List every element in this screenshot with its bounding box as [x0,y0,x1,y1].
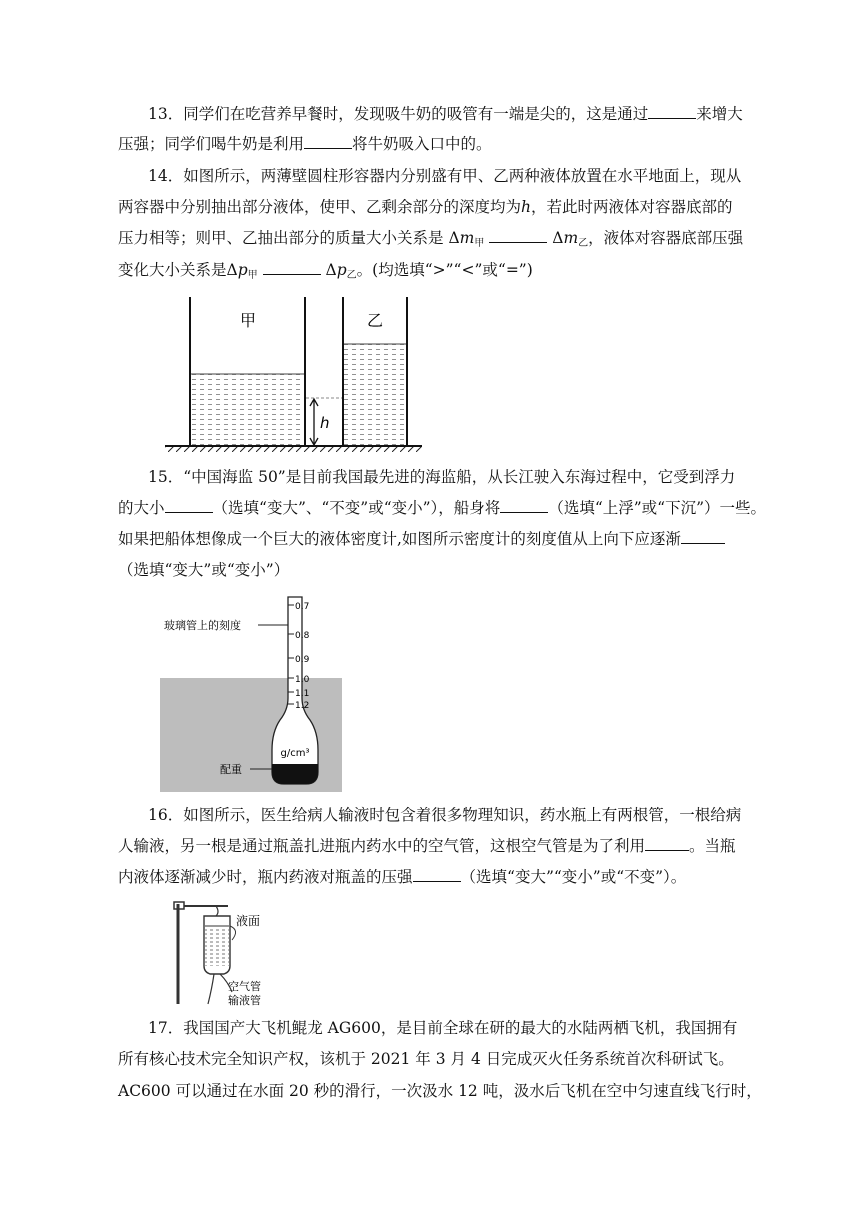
q17-line-2: 所有核心技术完全知识产权，该机于 2021 年 3 月 4 日完成灭火任务系统首次科研试飞。 [118,1050,734,1068]
tick-label-5: 1.2 [295,701,310,711]
q14-number: 14． [148,167,184,185]
q15-line-4: （选填“变大”或“变小”） [118,561,290,579]
q14-line-2: 两容器中分别抽出部分液体，使甲、乙剩余部分的深度均为h，若此时两液体对容器底部的 [118,198,733,216]
q13-line-1: 13．同学们在吃营养早餐时，发现吸牛奶的吸管有一端是尖的，这是通过 来增大 [148,105,743,123]
label-weight: 配重 [220,763,242,776]
tick-label-4: 1.1 [295,689,310,699]
hydrometer-figure [160,592,342,792]
q17-number: 17． [148,1019,184,1037]
infusion-tube [208,974,214,1004]
q14-line-1: 14．如图所示，两薄壁圆柱形容器内分别盛有甲、乙两种液体放置在水平地面上，现从 [148,167,742,185]
q13-number: 13． [148,105,184,123]
iv-drip-figure [168,896,288,1008]
q14-blank-pressure[interactable] [263,260,321,275]
tick-label-0: 0.7 [295,602,310,612]
label-unit: g/cm³ [280,748,310,759]
q16-number: 16． [148,806,184,824]
q14-line-4: 变化大小关系是$\Delta p_甲$ $\Delta p_乙$。(均选填“>”“<”或“=”) [118,261,533,281]
q15-number: 15． [148,468,184,486]
q17-line-3: AC600 可以通过在水面 20 秒的滑行，一次汲水 12 吨，汲水后飞机在空中匀速直线飞行时， [118,1082,762,1100]
label-air-tube: 空气管 [228,980,261,993]
q16-line-3: 内液体逐渐减少时，瓶内药液对瓶盖的压强 （选填“变大”“变小”或“不变”）。 [118,868,687,886]
q13-blank-2[interactable] [304,134,352,149]
label-h: h [320,414,330,432]
q15-line-2: 的大小 （选填“变大”、“不变”或“变小”），船身将 （选填“上浮”或“下沉”）一些。 [118,499,767,517]
q15-blank-2[interactable] [500,498,548,513]
q16-blank-2[interactable] [413,867,461,882]
q15-blank-1[interactable] [165,498,213,513]
q16-line-1: 16．如图所示，医生给病人输液时包含着很多物理知识，药水瓶上有两根管，一根给病 [148,806,742,824]
q14-line-3: 压力相等；则甲、乙抽出部分的质量大小关系是 $\Delta m_甲$ $\Delta m_乙$，液体对容器底部压强 [118,229,744,249]
tick-label-2: 0.9 [295,655,310,665]
hydrometer-weight [272,764,318,784]
q16-line-2: 人输液，另一根是通过瓶盖扎进瓶内药水中的空气管，这根空气管是为了利用 。当瓶 [118,837,736,855]
label-infusion-tube: 输液管 [228,994,261,1007]
q16-blank-1[interactable] [645,836,689,851]
q15-line-1: 15．“中国海监 50”是目前我国最先进的海监船，从长江驶入东海过程中，它受到浮力 [148,468,736,486]
label-jia: 甲 [239,311,257,330]
liquid-yi [343,344,407,446]
tick-label-3: 1.0 [295,675,310,685]
containers-figure [160,292,430,452]
q13-line-2: 压强；同学们喝牛奶是利用 将牛奶吸入口中的。 [118,135,492,153]
label-scale: 玻璃管上的刻度 [164,619,241,632]
q15-blank-3[interactable] [681,529,725,544]
label-liquid-surface: 液面 [236,914,261,928]
liquid-jia [190,374,305,446]
tick-label-1: 0.8 [295,631,310,641]
label-yi: 乙 [366,311,384,330]
q13-blank-1[interactable] [648,104,696,119]
q17-line-1: 17．我国国产大飞机鲲龙 AG600，是目前全球在研的最大的水陆两栖飞机，我国拥有 [148,1019,738,1037]
q15-line-3: 如果把船体想像成一个巨大的液体密度计,如图所示密度计的刻度值从上向下应逐渐 [118,529,725,549]
q14-blank-mass[interactable] [489,228,547,243]
